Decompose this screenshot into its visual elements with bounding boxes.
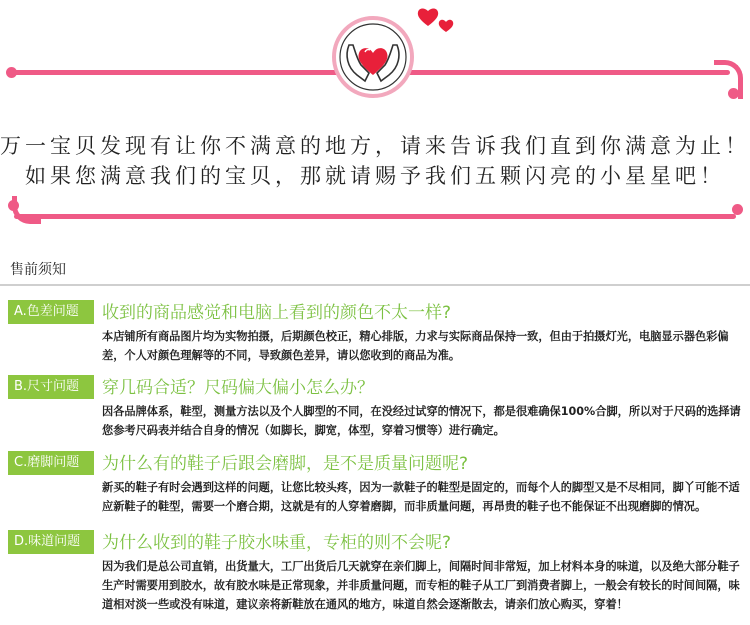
banner-dot: [6, 67, 17, 78]
banner-bottom-line: [14, 214, 736, 219]
faq-tag: D.味道问题: [8, 530, 94, 554]
faq-body: 因为我们是总公司直销，出货量大，工厂出货后几天就穿在亲们脚上，间隔时间非常短，加上材料本身的味道，以及绝大部分鞋子生产时需要用到胶水，故有胶水味是正常现象，并非质量问题，而专柜的鞋子从工厂到消费者脚上，一般会有较长的时间间隔，味道相对淡一些或没有味道，建议亲将新鞋放在通风的地方，味道自然会逐渐散去，请亲们放心购买，穿着！: [102, 560, 740, 611]
section-divider: [0, 284, 750, 286]
hands-heart-icon: [331, 15, 415, 99]
slogan-line-1: 万一宝贝发现有让你不满意的地方，请来告诉我们直到你满意为止！: [0, 134, 750, 158]
floating-hearts-icon: [414, 2, 458, 34]
faq-heading: 为什么有的鞋子后跟会磨脚，是不是质量问题呢?: [102, 454, 469, 474]
faq-heading: 穿几码合适？尺码偏大偏小怎么办？: [102, 378, 374, 398]
faq-body: 新买的鞋子有时会遇到这样的问题，让您比较头疼，因为一款鞋子的鞋型是固定的，而每个人的脚型又是不尽相同，脚丫可能不适应新鞋子的鞋型，需要一个磨合期，这就是有的人穿着磨脚，而非质量问题，再昂贵的鞋子也不能保证不出现磨脚的情况。: [102, 481, 740, 513]
faq-body: 因各品牌体系，鞋型，测量方法以及个人脚型的不同，在没经过试穿的情况下，都是很难确保100%合脚，所以对于尺码的选择请您参考尺码表并结合自身的情况（如脚长，脚宽，体型，穿着习惯等）进行确定。: [102, 405, 741, 437]
faq-tag: B.尺寸问题: [8, 375, 94, 399]
faq-tag: C.磨脚问题: [8, 451, 94, 475]
banner-dot: [728, 88, 739, 99]
faq-body: 本店铺所有商品图片均为实物拍摄，后期颜色校正，精心排版，力求与实际商品保持一致，但由于拍摄灯光，电脑显示器色彩偏差，个人对颜色理解等的不同，导致颜色差异，请以您收到的商品为准。: [102, 330, 729, 362]
faq-heading: 收到的商品感觉和电脑上看到的颜色不太一样?: [102, 303, 452, 323]
faq-heading: 为什么收到的鞋子胶水味重，专柜的则不会呢?: [102, 533, 452, 553]
faq-tag: A.色差问题: [8, 300, 94, 324]
notice-title: 售前须知: [10, 262, 66, 278]
after-sales-banner: [0, 0, 750, 240]
slogan-line-2: 如果您满意我们的宝贝，那就请赐予我们五颗闪亮的小星星吧！: [25, 164, 725, 188]
banner-dot: [732, 204, 743, 215]
banner-dot: [8, 200, 19, 211]
